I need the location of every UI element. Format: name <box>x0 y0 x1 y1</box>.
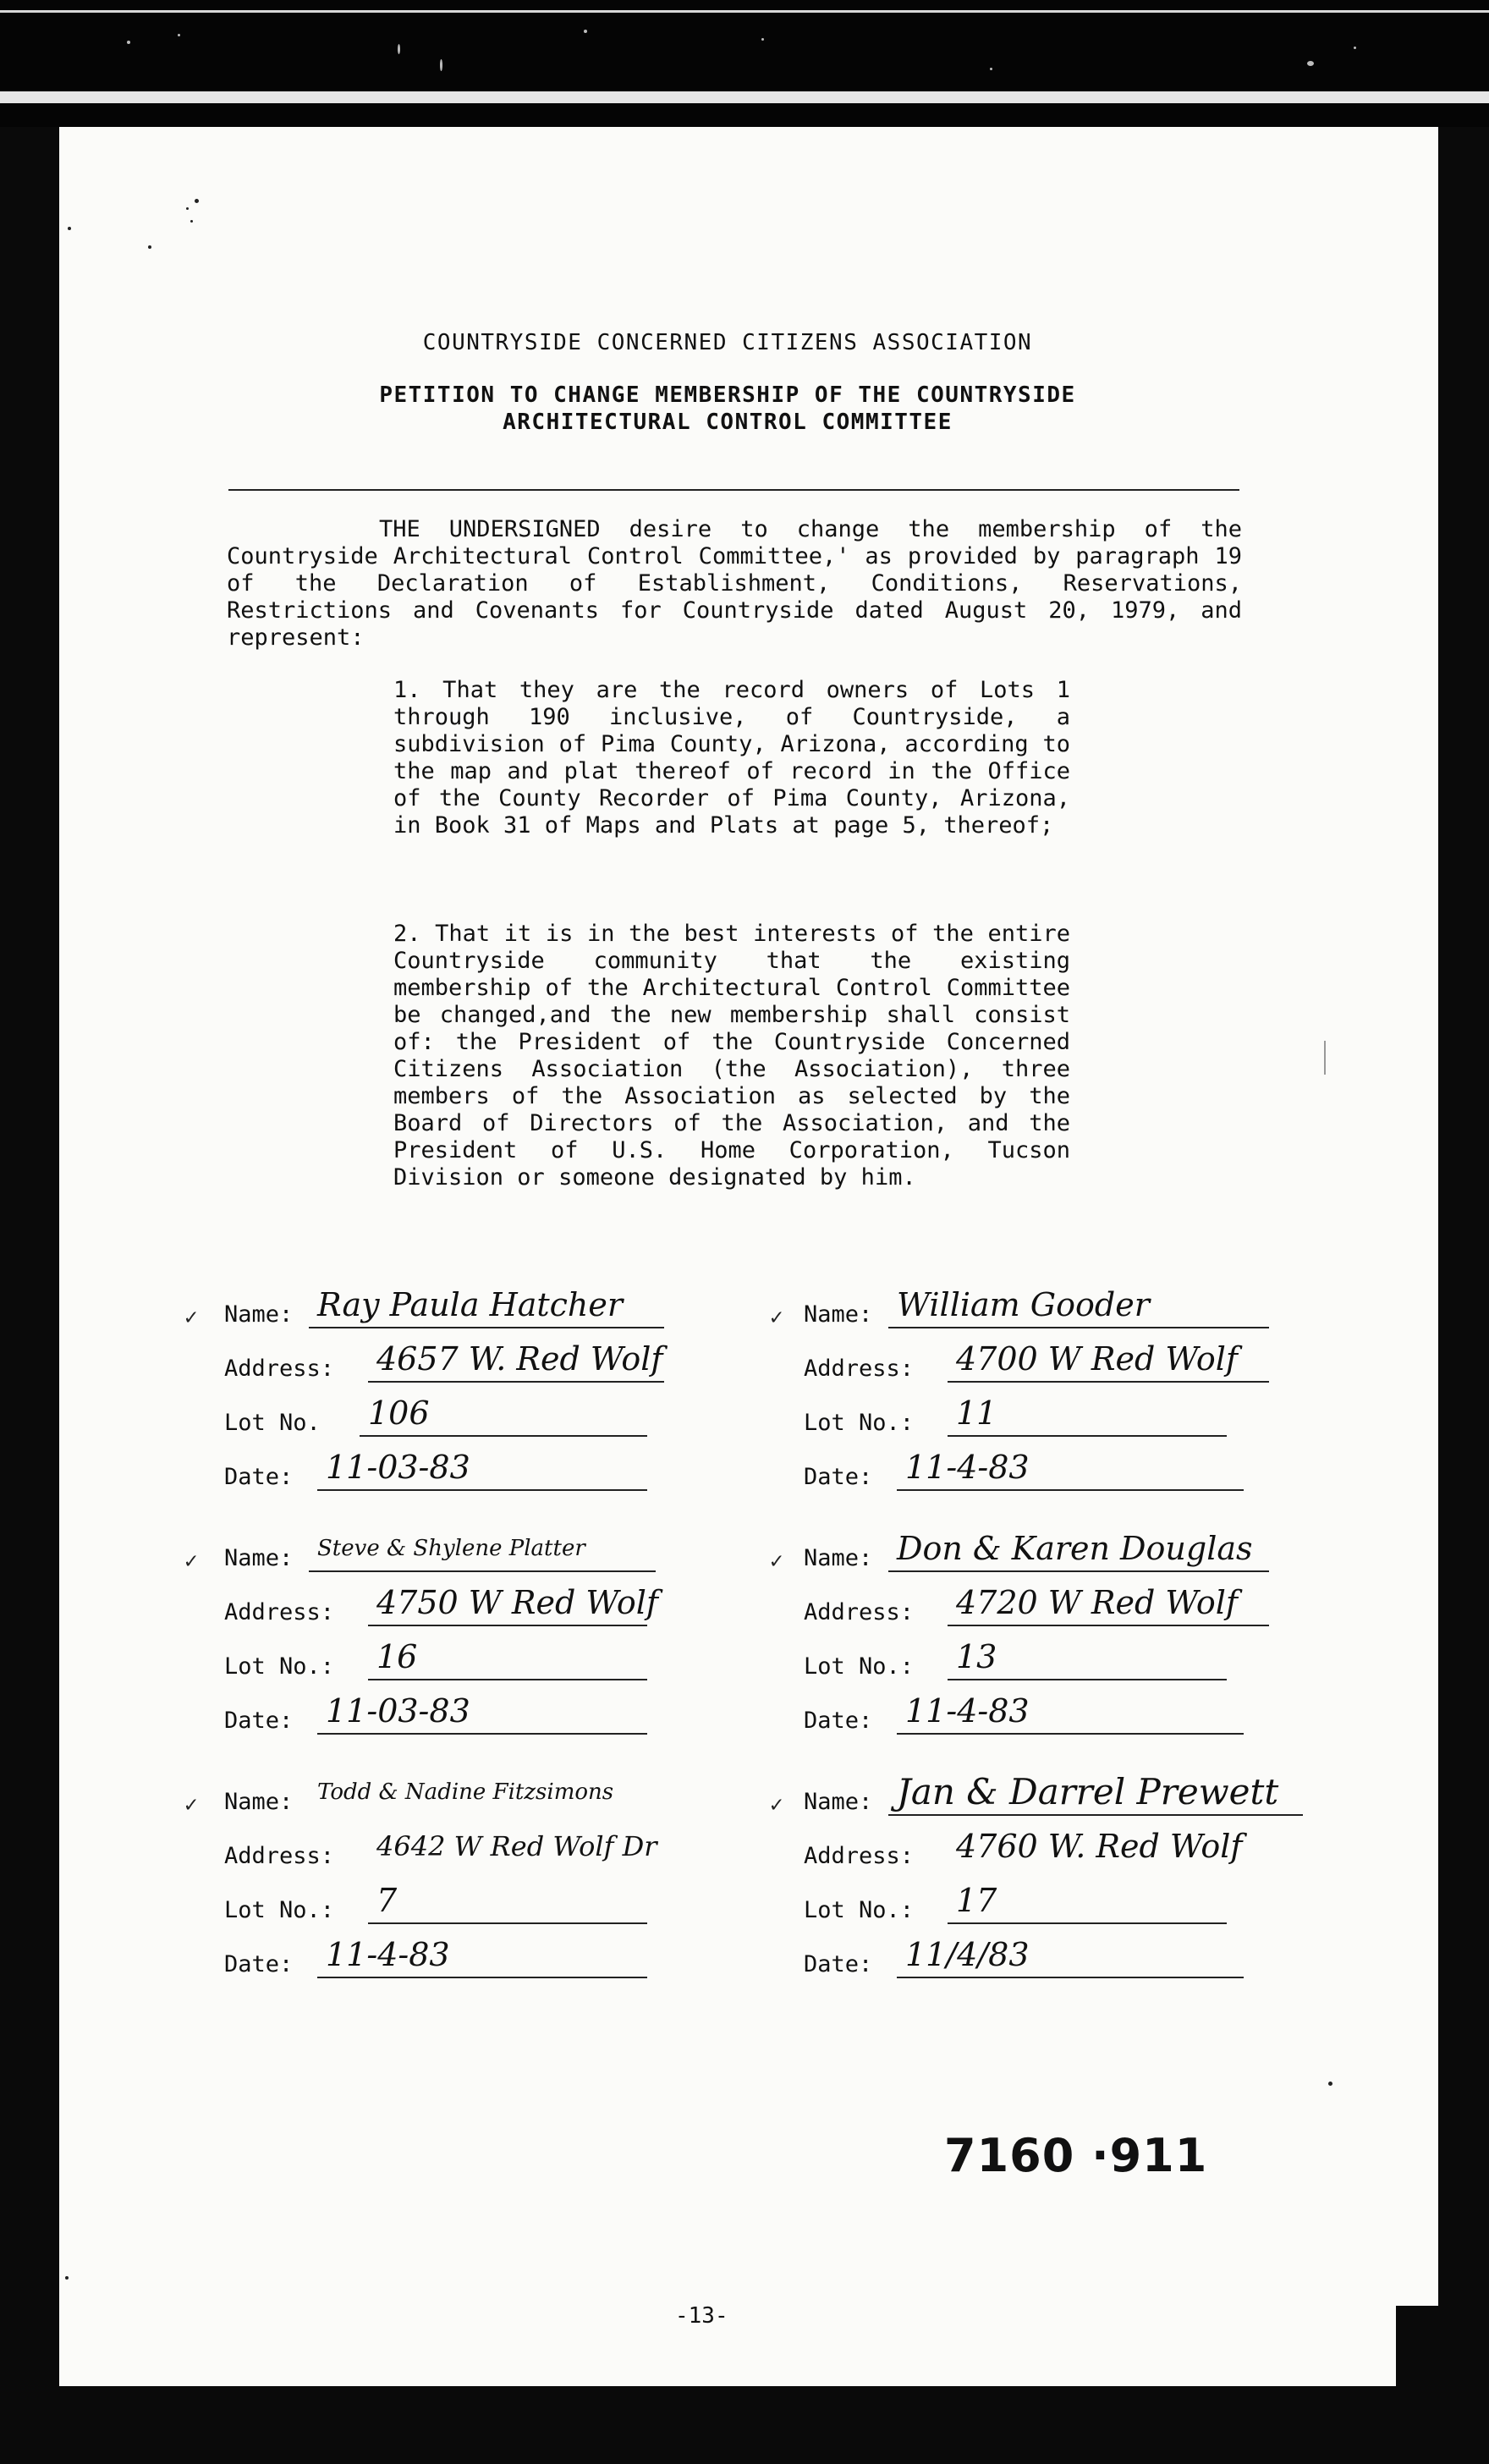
address-label: Address: <box>224 1599 335 1625</box>
scan-speck <box>761 38 764 41</box>
handwritten-address: 4657 W. Red Wolf <box>368 1337 664 1383</box>
intro-text: THE UNDERSIGNED desire to change the membership of the Countryside Architectural Control Committee,' as provided by paragraph 19 of the Declaration of Establishment, Conditions, Reservations, Restrictions and Covenants for Countryside dated August 20, 1979, and represent: <box>227 516 1242 651</box>
document-page <box>59 127 1438 2386</box>
scan-speck <box>440 59 442 71</box>
check-mark: ✓ <box>770 1792 783 1818</box>
scan-line <box>0 10 1489 13</box>
representation-2-text: 2. That it is in the best interests of the entire Countryside community that the existing membership of the Architectural Control Committee be changed,and the new membership shall consist of: the President of the Countryside Concerned Citizens Association (the Association), three members of the Association as selected by the Board of Directors of the Association, and the President of U.S. Home Corporation, Tucson Division or someone designated by him. <box>393 921 1070 1191</box>
name-label: Name: <box>804 1301 873 1328</box>
lot-label: Lot No.: <box>224 1653 335 1680</box>
handwritten-address: 4700 W Red Wolf <box>948 1337 1269 1383</box>
scan-speck <box>190 220 193 223</box>
date-label: Date: <box>804 1708 873 1734</box>
page-number: -13- <box>675 2303 728 2329</box>
address-label: Address: <box>224 1356 335 1382</box>
page-corner-fold <box>1396 2306 1438 2386</box>
scan-speck <box>1324 1041 1326 1075</box>
intro-paragraph <box>227 516 1242 652</box>
address-label: Address: <box>804 1599 915 1625</box>
name-label: Name: <box>224 1301 294 1328</box>
scan-speck <box>186 207 189 210</box>
document-number: 7160 ·911 <box>944 2129 1208 2182</box>
scan-speck <box>68 227 71 230</box>
date-label: Date: <box>804 1951 873 1977</box>
date-label: Date: <box>804 1464 873 1490</box>
scan-speck <box>178 34 180 36</box>
check-mark: ✓ <box>184 1305 198 1330</box>
handwritten-address: 4750 W Red Wolf <box>368 1581 647 1626</box>
check-mark: ✓ <box>770 1305 783 1330</box>
scan-speck <box>1328 2082 1332 2086</box>
signature-name: Todd & Nadine Fitzsimons <box>317 1779 614 1805</box>
scan-speck <box>398 44 400 54</box>
petition-title-line1: PETITION TO CHANGE MEMBERSHIP OF THE COUNTRYSIDE <box>379 382 1076 408</box>
handwritten-address: 4720 W Red Wolf <box>948 1581 1269 1626</box>
name-label: Name: <box>224 1545 294 1571</box>
scan-speck <box>1307 61 1314 66</box>
check-mark: ✓ <box>184 1548 198 1574</box>
name-label: Name: <box>804 1545 873 1571</box>
scan-speck <box>127 41 130 44</box>
name-label: Name: <box>804 1789 873 1815</box>
petition-title-line2: ARCHITECTURAL CONTROL COMMITTEE <box>503 410 953 435</box>
signature-name: Don & Karen Douglas <box>888 1526 1269 1572</box>
handwritten-date: 11-03-83 <box>317 1689 647 1735</box>
scan-speck <box>990 68 992 70</box>
lot-label: Lot No. <box>224 1410 321 1436</box>
lot-label: Lot No.: <box>804 1653 915 1680</box>
scan-speck <box>65 2276 69 2280</box>
lot-label: Lot No.: <box>804 1410 915 1436</box>
representation-1 <box>393 677 1070 839</box>
handwritten-date: 11-4-83 <box>317 1933 647 1978</box>
signature-name: Steve & Shylene Platter <box>309 1526 656 1572</box>
lot-label: Lot No.: <box>804 1897 915 1923</box>
scan-speck <box>195 199 199 203</box>
representation-2 <box>393 921 1070 1191</box>
handwritten-address: 4642 W Red Wolf Dr <box>376 1830 657 1862</box>
scan-top-border <box>0 0 1489 127</box>
handwritten-address: 4760 W. Red Wolf <box>956 1828 1243 1865</box>
date-label: Date: <box>224 1951 294 1977</box>
scan-speck <box>1354 47 1356 49</box>
lot-label: Lot No.: <box>224 1897 335 1923</box>
signature-name: Ray Paula Hatcher <box>309 1283 664 1328</box>
scan-bottom-border <box>0 2386 1489 2464</box>
handwritten-lot: 106 <box>360 1391 647 1437</box>
title-rule <box>228 489 1239 491</box>
address-label: Address: <box>804 1356 915 1382</box>
address-label: Address: <box>224 1843 335 1869</box>
handwritten-lot: 11 <box>948 1391 1227 1437</box>
handwritten-lot: 7 <box>368 1878 647 1924</box>
association-heading: COUNTRYSIDE CONCERNED CITIZENS ASSOCIATION <box>422 330 1033 355</box>
handwritten-date: 11-4-83 <box>897 1689 1244 1735</box>
handwritten-date: 11-03-83 <box>317 1445 647 1491</box>
signature-name: Jan & Darrel Prewett <box>888 1770 1303 1816</box>
date-label: Date: <box>224 1708 294 1734</box>
handwritten-date: 11/4/83 <box>897 1933 1244 1978</box>
check-mark: ✓ <box>770 1548 783 1574</box>
address-label: Address: <box>804 1843 915 1869</box>
handwritten-lot: 17 <box>948 1878 1227 1924</box>
scan-speck <box>148 245 151 249</box>
check-mark: ✓ <box>184 1792 198 1818</box>
scan-speck <box>584 30 587 33</box>
signature-name: William Gooder <box>888 1283 1269 1328</box>
handwritten-lot: 16 <box>368 1635 647 1680</box>
date-label: Date: <box>224 1464 294 1490</box>
handwritten-lot: 13 <box>948 1635 1227 1680</box>
scan-line <box>0 91 1489 103</box>
name-label: Name: <box>224 1789 294 1815</box>
handwritten-date: 11-4-83 <box>897 1445 1244 1491</box>
representation-1-text: 1. That they are the record owners of Lots 1 through 190 inclusive, of Countryside, a subdivision of Pima County, Arizona, according to the map and plat thereof of record in the Office of the County Recorder of Pima County, Arizona, in Book 31 of Maps and Plats at page 5, thereof; <box>393 677 1070 839</box>
